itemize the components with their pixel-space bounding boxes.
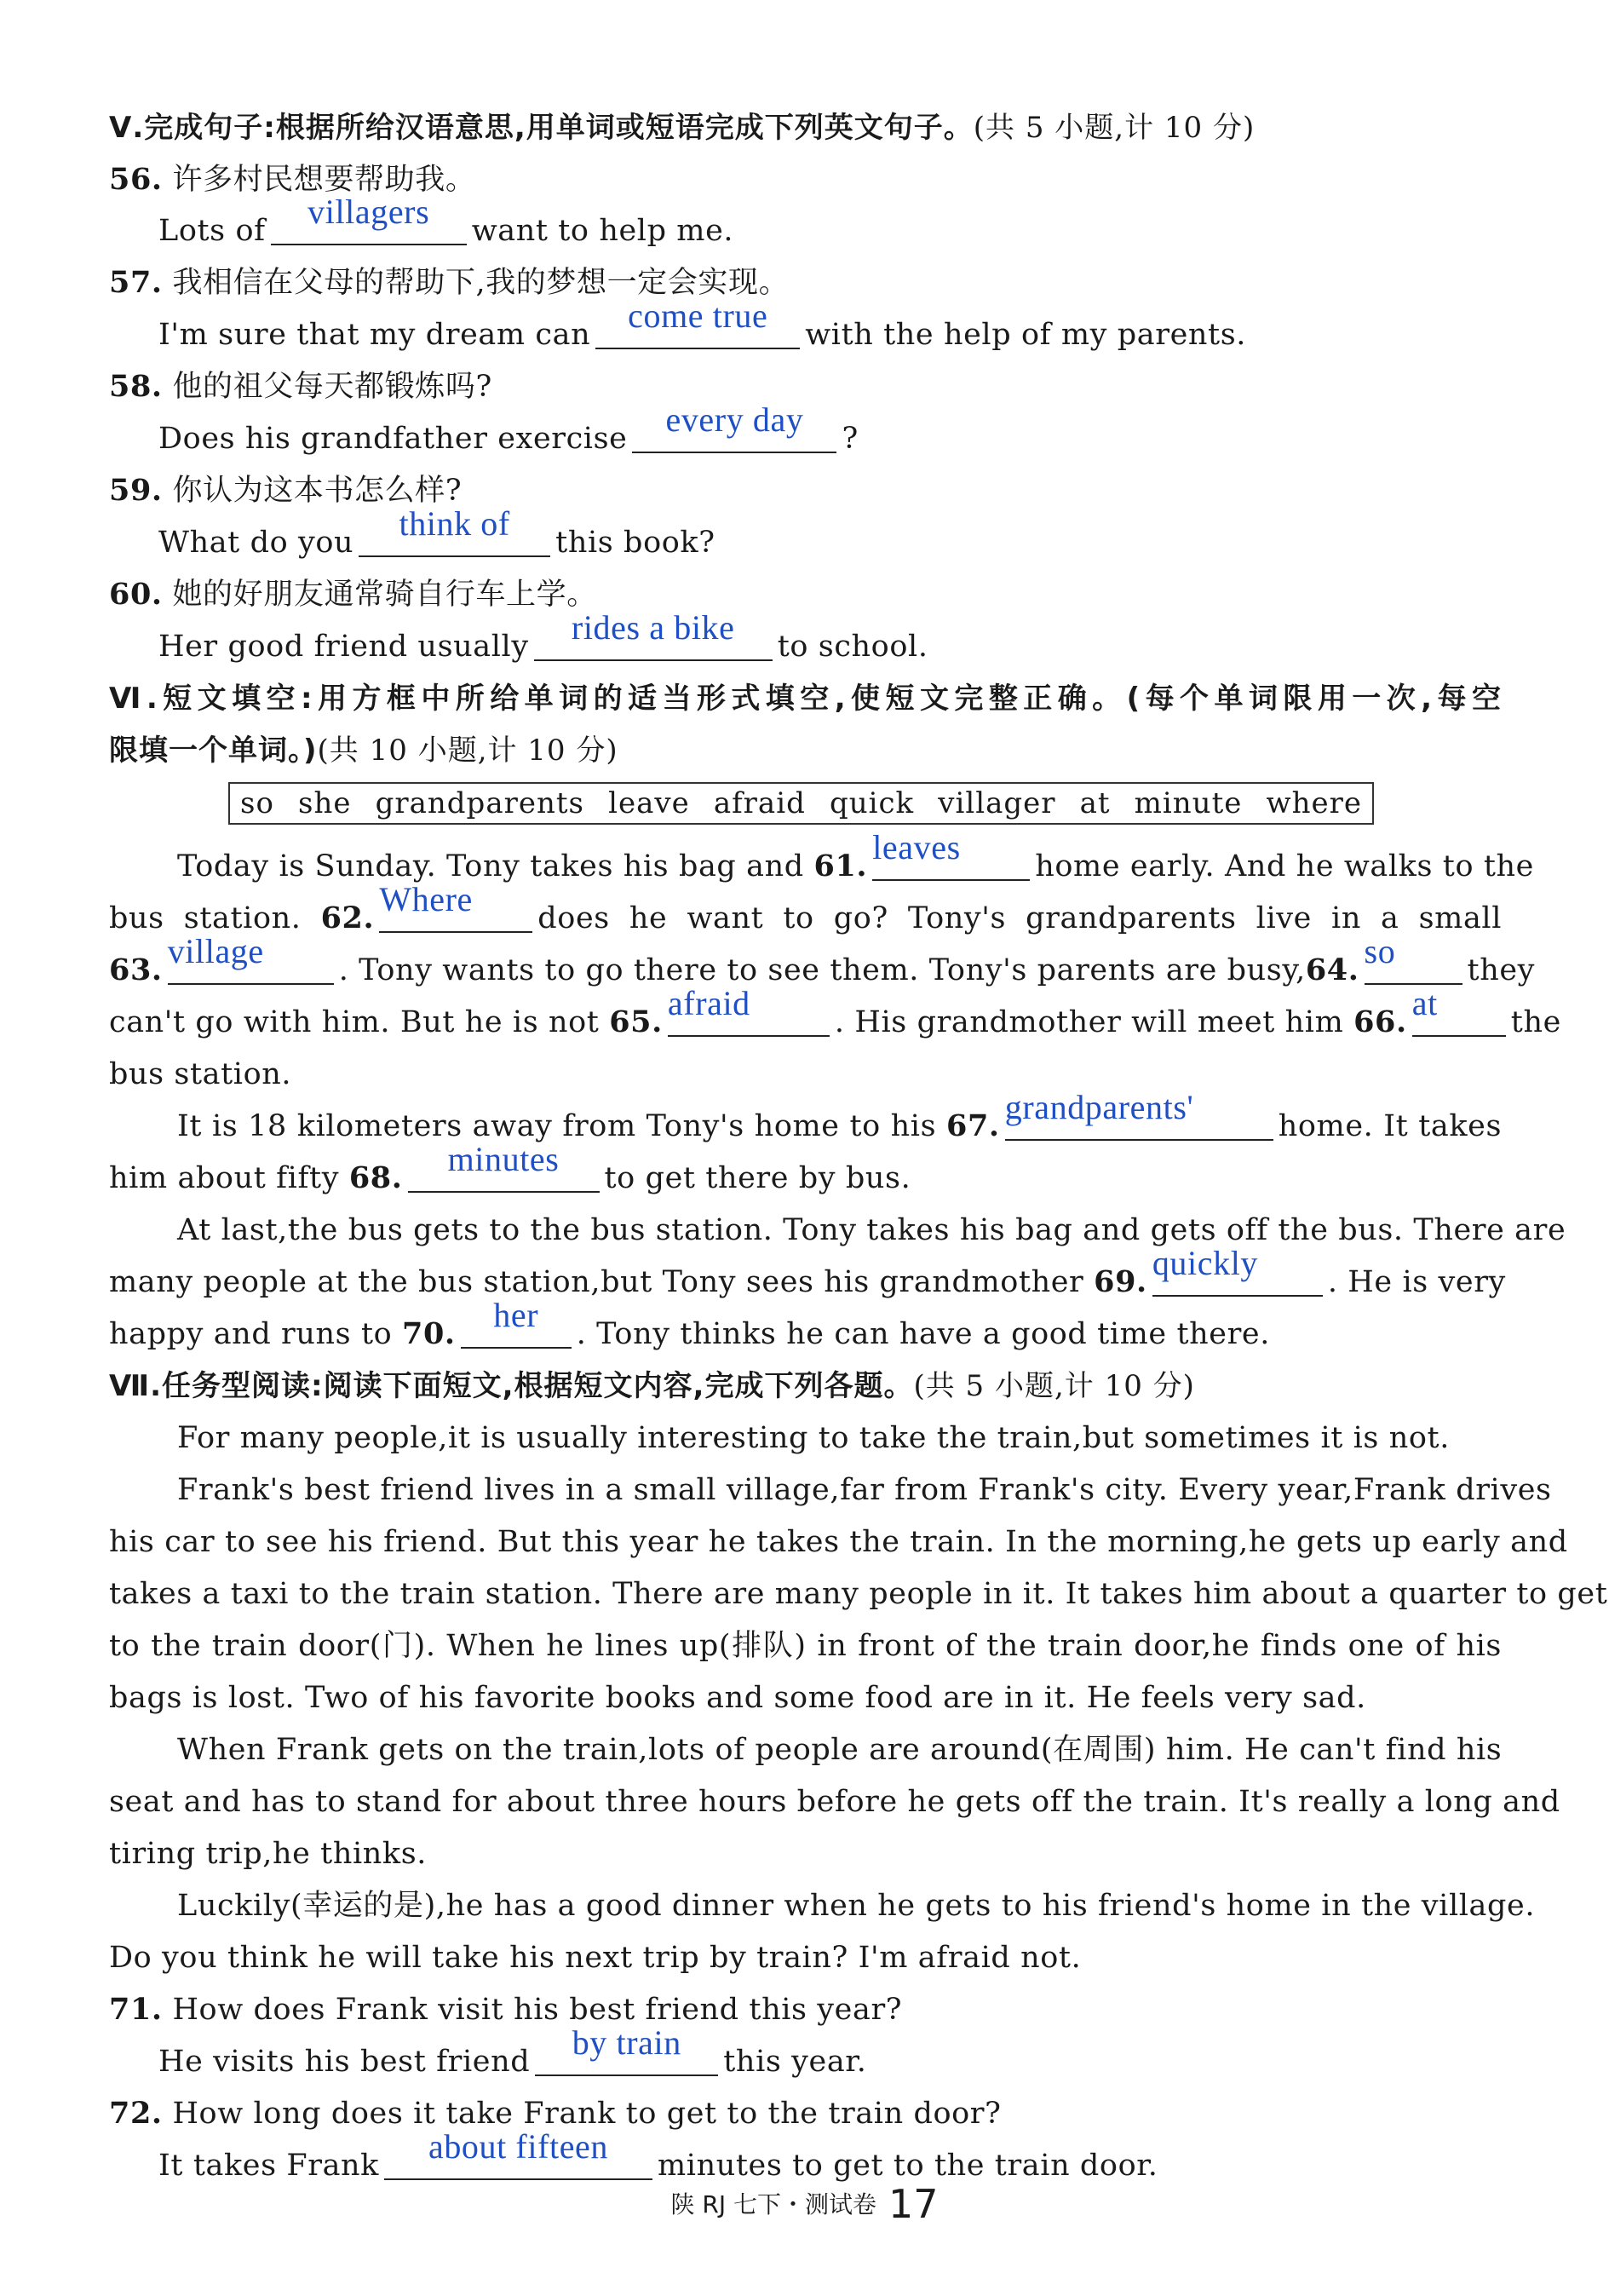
section-6-heading-line1: Ⅵ.短文填空:用方框中所给单词的适当形式填空,使短文完整正确。(每个单词限用一次,每空 — [109, 682, 1502, 716]
reading-line: his car to see his friend. But this year he takes the train. In the morning,he gets up early and — [109, 1525, 1568, 1559]
reading-line: seat and has to stand for about three hours before he gets off the train. It's really a long and — [109, 1785, 1560, 1819]
reading-line: bags is lost. Two of his favorite books and some food are in it. He feels very sad. — [109, 1681, 1366, 1715]
passage-line: bus station. — [109, 1057, 292, 1091]
word-box-item: minute — [1134, 786, 1243, 820]
answer-blank-72[interactable]: about fifteen — [384, 2144, 652, 2180]
reading-line: Luckily(幸运的是),he has a good dinner when he gets to his friend's home in the village. — [177, 1889, 1536, 1923]
page-number: 17 — [888, 2181, 939, 2227]
question-56-chinese: 56. 许多村民想要帮助我。 — [109, 162, 476, 197]
reading-line: tiring trip,he thinks. — [109, 1837, 427, 1871]
word-box-item: leave — [608, 786, 690, 820]
passage-line: It is 18 kilometers away from Tony's home to his 67. grandparents' home. It takes — [177, 1088, 1503, 1143]
answer-blank-71[interactable]: by train — [535, 2040, 718, 2076]
reading-line: to the train door(门). When he lines up(排队) in front of the train door,he finds one of his — [109, 1629, 1502, 1663]
answer-blank-64[interactable]: so — [1365, 949, 1462, 985]
reading-line: Do you think he will take his next trip by train? I'm afraid not. — [109, 1941, 1082, 1975]
section-6-heading-line2: 限填一个单词。)(共 10 小题,计 10 分) — [109, 734, 618, 768]
passage-line: him about fifty 68. minutes to get there by bus. — [109, 1140, 911, 1195]
answer-blank-57[interactable]: come true — [595, 314, 800, 349]
question-59-english: What do you think of this book? — [158, 504, 715, 560]
word-box-item: at — [1079, 786, 1111, 820]
answer-blank-63[interactable]: village — [168, 949, 334, 985]
answer-blank-67[interactable]: grandparents' — [1005, 1105, 1273, 1141]
answer-blank-66[interactable]: at — [1412, 1001, 1506, 1037]
word-box-item: villager — [938, 786, 1056, 820]
question-71: 71. How does Frank visit his best friend this year? — [109, 1992, 903, 2027]
word-box — [228, 782, 1374, 825]
answer-blank-59[interactable]: think of — [359, 521, 550, 557]
footer-label: 陕 RJ 七下・测试卷 — [670, 2190, 876, 2218]
passage-line: At last,the bus gets to the bus station. Tony takes his bag and gets off the bus. There are — [177, 1213, 1566, 1247]
question-71-answer-line: He visits his best friend by train this year. — [158, 2023, 867, 2079]
answer-blank-61[interactable]: leaves — [872, 845, 1030, 881]
question-72: 72. How long does it take Frank to get to the train door? — [109, 2096, 1002, 2131]
answer-blank-58[interactable]: every day — [632, 417, 836, 453]
answer-blank-65[interactable]: afraid — [668, 1001, 830, 1037]
question-58-english: Does his grandfather exercise every day ? — [158, 400, 859, 456]
answer-blank-60[interactable]: rides a bike — [534, 625, 773, 661]
passage-line: 63. village . Tony wants to go there to see them. Tony's parents are busy,64. so they — [109, 932, 1536, 987]
question-57-chinese: 57. 我相信在父母的帮助下,我的梦想一定会实现。 — [109, 265, 790, 300]
reading-paragraph-1: For many people,it is usually interesting to take the train,but sometimes it is not. — [177, 1421, 1450, 1455]
word-box-item: grandparents — [375, 786, 584, 820]
word-box-item: she — [298, 786, 352, 820]
passage-line: bus station. 62. Where does he want to go? Tony's grandparents live in a small — [109, 880, 1503, 935]
passage-line: many people at the bus station,but Tony sees his grandmother 69. quickly . He is very — [109, 1244, 1506, 1299]
passage-line: happy and runs to 70. her . Tony thinks he can have a good time there. — [109, 1296, 1270, 1351]
answer-blank-70[interactable]: her — [461, 1313, 572, 1349]
question-59-chinese: 59. 你认为这本书怎么样? — [109, 473, 463, 508]
section-7-heading: Ⅶ.任务型阅读:阅读下面短文,根据短文内容,完成下列各题。(共 5 小题,计 10 分) — [109, 1369, 1195, 1403]
word-box-item: afraid — [713, 786, 806, 820]
answer-blank-56[interactable]: villagers — [271, 210, 467, 245]
question-60-english: Her good friend usually rides a bike to school. — [158, 608, 928, 664]
reading-line: takes a taxi to the train station. There are many people in it. It takes him about a quarter to get — [109, 1577, 1608, 1611]
reading-line: Frank's best friend lives in a small village,far from Frank's city. Every year,Frank drives — [177, 1473, 1552, 1507]
section-5-heading: Ⅴ.完成句子:根据所给汉语意思,用单词或短语完成下列英文句子。(共 5 小题,计 10 分) — [109, 111, 1256, 145]
page-footer — [0, 2181, 1609, 2227]
question-58-chinese: 58. 他的祖父每天都锻炼吗? — [109, 369, 492, 404]
word-box-item: where — [1266, 786, 1362, 820]
answer-blank-62[interactable]: Where — [379, 897, 532, 933]
passage-line: Today is Sunday. Tony takes his bag and 61. leaves home early. And he walks to the — [177, 828, 1534, 883]
answer-blank-68[interactable]: minutes — [408, 1157, 600, 1193]
reading-line: When Frank gets on the train,lots of people are around(在周围) him. He can't find his — [177, 1733, 1503, 1767]
question-72-answer-line: It takes Frank about fifteen minutes to get to the train door. — [158, 2127, 1158, 2183]
question-56-english: Lots of villagers want to help me. — [158, 193, 734, 248]
question-57-english: I'm sure that my dream can come true with the help of my parents. — [158, 296, 1246, 352]
word-box-item: so — [240, 786, 274, 820]
question-60-chinese: 60. 她的好朋友通常骑自行车上学。 — [109, 577, 597, 612]
answer-blank-69[interactable]: quickly — [1152, 1261, 1323, 1297]
word-box-item: quick — [829, 786, 915, 820]
passage-line: can't go with him. But he is not 65. afraid . His grandmother will meet him 66. at the — [109, 984, 1561, 1039]
